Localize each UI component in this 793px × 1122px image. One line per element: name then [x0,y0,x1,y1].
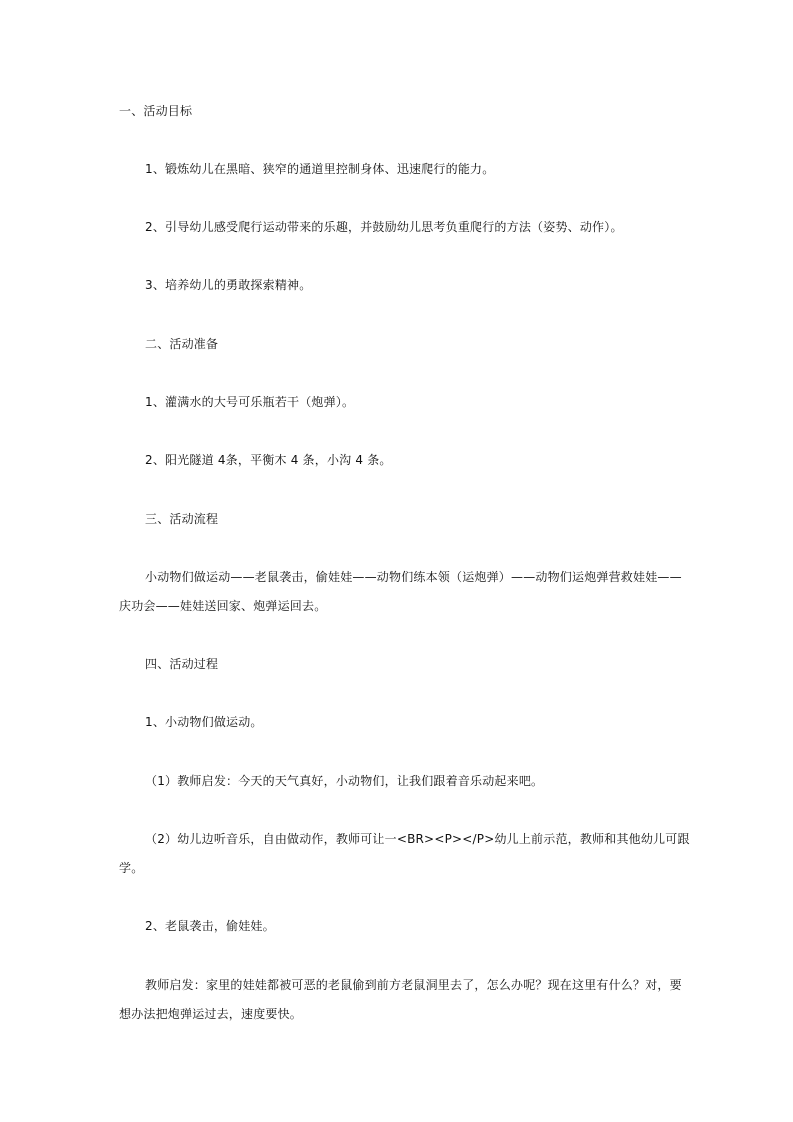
prep-item-2: 2、阳光隧道 4条，平衡木 4 条，小沟 4 条。 [145,453,392,467]
goal-item-3: 3、培养幼儿的勇敢探索精神。 [145,278,312,292]
section-heading-flow: 三、活动流程 [145,512,219,526]
process-step1-b-line-1: （2）幼儿边听音乐，自由做动作，教师可让一<BR><P></P>幼儿上前示范，教师和其他幼儿可跟 [145,832,690,846]
process-step2-text-line-1: 教师启发：家里的娃娃都被可恶的老鼠偷到前方老鼠洞里去了，怎么办呢？现在这里有什么？对，要 [145,978,682,992]
section-heading-process: 四、活动过程 [145,657,219,671]
section-heading-goal: 一、活动目标 [119,104,193,118]
flow-text-line-1: 小动物们做运动——老鼠袭击，偷娃娃——动物们练本领（运炮弹）——动物们运炮弹营救娃娃—— [145,570,682,584]
prep-item-1: 1、灌满水的大号可乐瓶若干（炮弹）。 [145,395,355,409]
process-step2-text-line-2: 想办法把炮弹运过去，速度要快。 [119,1007,303,1021]
goal-item-2: 2、引导幼儿感受爬行运动带来的乐趣，并鼓励幼儿思考负重爬行的方法（姿势、动作）。 [145,220,623,234]
process-step1-a: （1）教师启发：今天的天气真好，小动物们，让我们跟着音乐动起来吧。 [145,774,544,788]
goal-item-1: 1、锻炼幼儿在黑暗、狭窄的通道里控制身体、迅速爬行的能力。 [145,162,495,176]
process-step1-title: 1、小动物们做运动。 [145,715,263,729]
process-step1-b-line-2: 学。 [119,861,144,875]
section-heading-prep: 二、活动准备 [145,337,219,351]
process-step2-title: 2、老鼠袭击，偷娃娃。 [145,919,275,933]
flow-text-line-2: 庆功会——娃娃送回家、炮弹运回去。 [119,599,327,613]
